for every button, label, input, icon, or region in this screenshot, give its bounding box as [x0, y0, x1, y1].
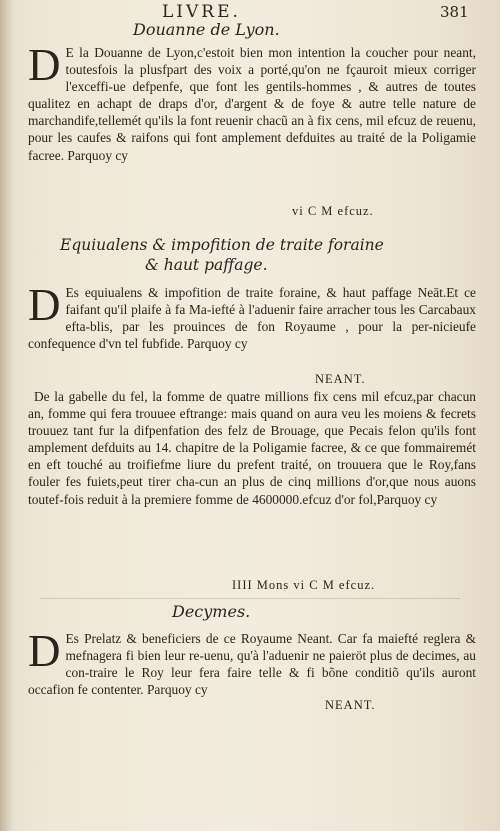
- amount-douanne: vi C M efcuz.: [292, 204, 374, 218]
- drop-cap: D: [28, 626, 61, 676]
- binding-shadow: [0, 0, 14, 831]
- section-body-decymes: [28, 626, 476, 698]
- running-title: LIVRE.: [162, 2, 241, 22]
- paragraph-text: Es Prelatz & beneficiers de ce Royaume Neant. Car fa maiefté reglera & mefnagera fi bien leur re-uenu, qu'à l'aduenir ne paieröt plus de decimes, au con-traire le Roy leur fera faire telle & fi bõne conditiõ qu'ils auront occafion fe contenter. Parquoy cy: [28, 631, 476, 698]
- paragraph-text: De la gabelle du fel, la fomme de quatre millions fix cens mil efcuz,par chacun an, fomme qui fera trouuee eftrange: mais quand on aura veu les moiens & fecrets trouuez tant fur la difpenfation des felz de Brouage, que Pecais felon qu'ils font amplement defduits au 14. chapitre de la Poligamie facree, & ce que fommairemét en eft touché au troifiefme liure du prefent traité, on trouuera que le Roy,fans fouler fes fuiets,peut tirer cha-cun an plus de cinq millions d'or,que nous auons toutef-fois reduit à la premiere fomme de 4600000.efcuz d'or fol,Parquoy cy: [28, 389, 476, 507]
- drop-cap: D: [28, 280, 61, 330]
- amount-decymes: NEANT.: [325, 698, 376, 712]
- section-body-equiualens: [28, 280, 476, 352]
- section-heading-douanne: Douanne de Lyon.: [133, 20, 280, 39]
- page-number: 381: [440, 3, 469, 21]
- amount-gabelle: IIII Mons vi C M efcuz.: [232, 578, 376, 592]
- section-heading-equiualens-line2: & haut paffage.: [145, 256, 268, 274]
- drop-cap: D: [28, 40, 61, 90]
- paragraph-text: Es equiualens & impofition de traite foraine, & haut paffage Neāt.Et ce faifant qu'il plaife à fa Ma-iefté à l'aduenir faire arracher tous les Carcabaux efta-blis, par les prouinces de fon Royaume , pour la per-nicieufe confequence d'vn tel fubfide. Parquoy cy: [28, 285, 476, 352]
- section-heading-decymes: Decymes.: [172, 602, 251, 621]
- paragraph-text: E la Douanne de Lyon,c'estoit bien mon intention la coucher pour neant, toutesfois la plusfpart des voix a porté,qu'on ne fçauroit mieux corriger l'exceffi-ue defpenfe, que font les gentils-hommes , & autres de toutes qualitez en achapt de draps d'or, d'argent & de foye & autre telle nature de marchandife,tellemét qu'ils la font reuenir chacũ an à fix cens, mil efcuz de reuenu, pour les caufes & raifons qui font amplement defduites au traité de la Poligamie facree. Parquoy cy: [28, 45, 476, 163]
- section-divider: [40, 598, 460, 599]
- section-heading-equiualens: Equiualens & impofition de traite foraine: [60, 236, 384, 254]
- section-body-douanne: [28, 40, 476, 164]
- amount-equiualens: NEANT.: [315, 372, 366, 386]
- section-body-gabelle: [28, 388, 476, 508]
